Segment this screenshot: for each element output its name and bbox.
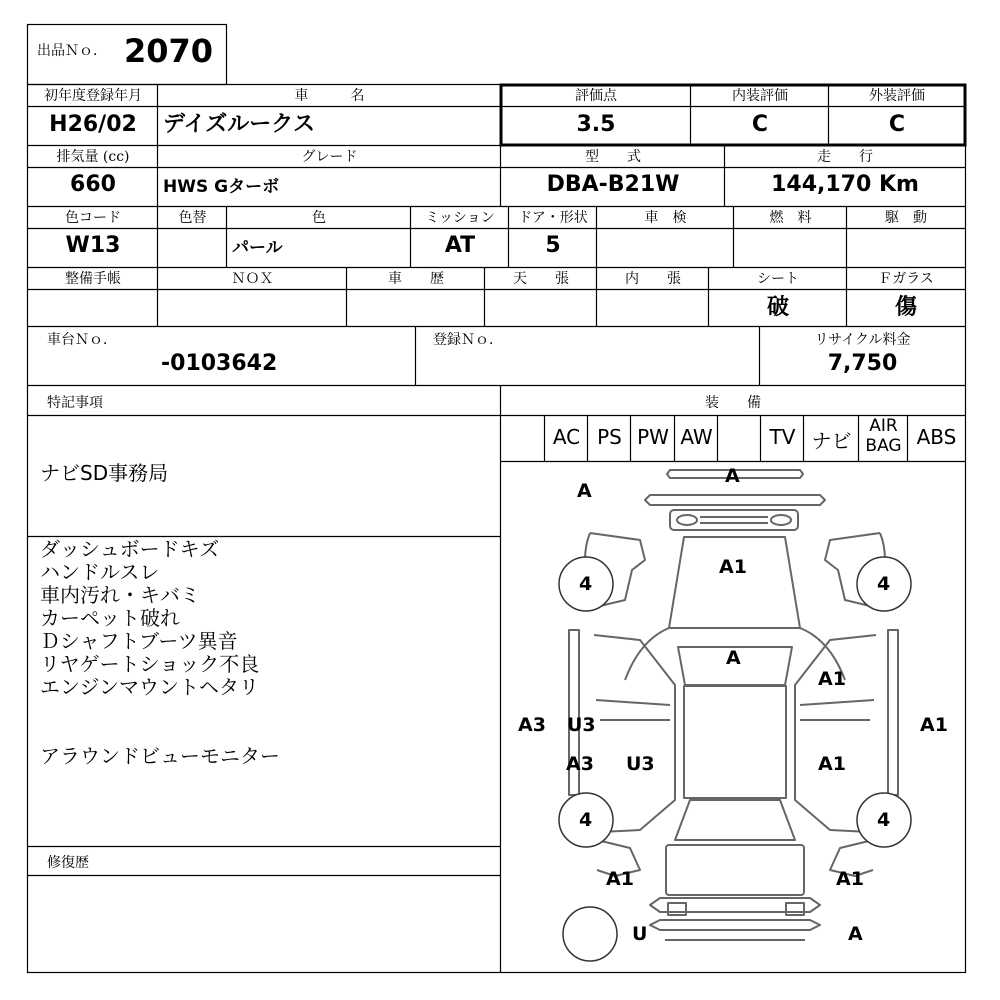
recycle-fee-value: 7,750 (827, 351, 898, 376)
color-value: パール (232, 238, 283, 258)
equipment-item: ナビ (811, 429, 852, 453)
equipment-item: PS (597, 425, 622, 449)
recycle-fee-label: リサイクル料金 (814, 332, 911, 348)
remark-top: ナビSD事務局 (40, 461, 169, 485)
mileage-value: 144,170 Km (771, 172, 919, 197)
inspector-note: リヤゲートショック不良 (40, 652, 260, 676)
chassis-number-value: -0103642 (161, 351, 278, 376)
tire-front-left: 4 (579, 573, 593, 595)
damage-mark: A1 (818, 753, 846, 775)
interior-score-label: 内装評価 (732, 88, 788, 104)
equipment-item: ABS (916, 425, 957, 449)
lot-number-label: 出品Ｎｏ． (37, 43, 107, 59)
damage-mark: A (577, 480, 592, 502)
transmission-value: AT (444, 233, 476, 258)
repaint-label: 色替 (178, 210, 207, 226)
color-code-value: W13 (65, 233, 121, 258)
damage-mark: A (848, 923, 863, 945)
damage-mark: U3 (626, 753, 655, 775)
fuel-label: 燃 料 (769, 210, 812, 226)
damage-mark: A3 (566, 753, 594, 775)
first-registration-value: H26/02 (49, 112, 137, 137)
grade-value: HWS Gターボ (163, 177, 280, 197)
score-value: 3.5 (576, 112, 616, 137)
seat-value: 破 (766, 294, 789, 320)
equipment-item-airbag: AIR BAG (865, 416, 902, 456)
inspector-note: Ｄシャフトブーツ異音 (40, 629, 238, 653)
transmission-label: ミッション (425, 210, 495, 226)
remarks-label: 特記事項 (47, 395, 103, 411)
doors-value: 5 (545, 233, 561, 258)
inspector-note: ハンドルスレ (40, 560, 160, 584)
equipment-item: AC (552, 425, 581, 449)
damage-mark: U (632, 923, 648, 945)
repair-history-label: 修復歴 (47, 855, 89, 871)
front-glass-value: 傷 (894, 294, 917, 320)
displacement-label: 排気量 (cc) (56, 149, 130, 165)
tire-front-right: 4 (877, 573, 891, 595)
model-value: DBA-B21W (546, 172, 680, 197)
exterior-score-label: 外装評価 (869, 88, 925, 104)
inspection-label: 車 検 (644, 210, 687, 226)
damage-mark: A1 (920, 714, 948, 736)
roof-lining-label: 天 張 (513, 271, 569, 287)
inspector-note: エンジンマウントヘタリ (40, 675, 259, 699)
score-label: 評価点 (575, 88, 617, 104)
seat-label: シート (757, 271, 799, 287)
model-label: 型 式 (585, 149, 641, 165)
damage-mark: A1 (836, 868, 864, 890)
damage-mark: A1 (606, 868, 634, 890)
damage-mark: A1 (818, 668, 846, 690)
equipment-item: TV (769, 425, 796, 449)
front-glass-label: Ｆガラス (878, 271, 934, 287)
mileage-label: 走 行 (817, 149, 873, 165)
equipment-item: AW (680, 425, 713, 449)
damage-mark: A (726, 647, 741, 669)
equipment-item: PW (637, 425, 669, 449)
car-name-value: デイズルークス (163, 112, 316, 137)
remark-extra: アラウンドビューモニター (40, 744, 280, 768)
exterior-score-value: C (888, 112, 906, 137)
chassis-number-label: 車台Ｎｏ． (47, 332, 117, 348)
color-code-label: 色コード (65, 210, 121, 226)
inspector-note: 車内汚れ・キバミ (40, 583, 200, 607)
damage-mark: A (725, 465, 740, 487)
doors-label: ドア・形状 (518, 210, 588, 226)
registration-number-label: 登録Ｎｏ． (433, 332, 503, 348)
equipment-label: 装 備 (705, 395, 761, 411)
drive-label: 駆 動 (885, 210, 927, 226)
nox-label: ＮＯＸ (231, 271, 274, 287)
displacement-value: 660 (70, 172, 116, 197)
interior-score-value: C (751, 112, 769, 137)
color-label: 色 (312, 210, 326, 226)
inspector-note: ダッシュボードキズ (40, 537, 220, 561)
maintenance-book-label: 整備手帳 (65, 271, 121, 287)
damage-mark: A1 (719, 556, 747, 578)
interior-lining-label: 内 張 (625, 271, 681, 287)
tire-rear-left: 4 (579, 809, 593, 831)
damage-mark: U3 (567, 714, 596, 736)
car-history-label: 車 歴 (388, 271, 444, 287)
first-registration-label: 初年度登録年月 (44, 88, 142, 104)
car-name-label: 車 名 (294, 88, 365, 104)
damage-mark: A3 (518, 714, 546, 736)
grade-label: グレード (301, 149, 358, 165)
tire-rear-right: 4 (877, 809, 891, 831)
lot-number: 2070 (124, 32, 214, 70)
inspector-note: カーペット破れ (40, 606, 180, 630)
